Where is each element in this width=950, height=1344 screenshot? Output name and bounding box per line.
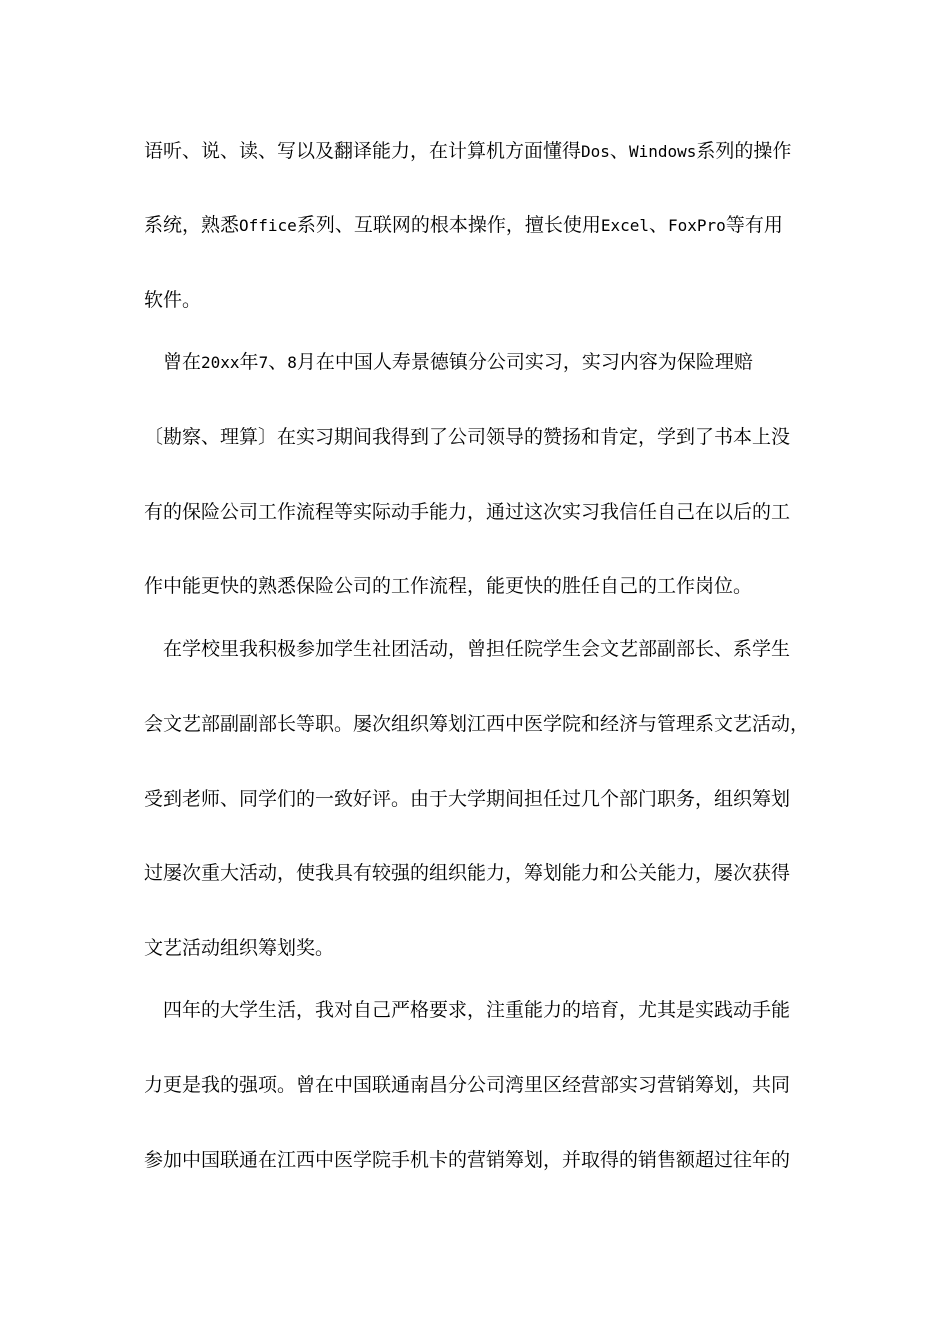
text-line: 力更是我的强项。曾在中国联通南昌分公司湾里区经营部实习营销筹划，共同 — [144, 1074, 791, 1096]
text-line: 语听、说、读、写以及翻译能力，在计算机方面懂得Dos、Windows系列的操作 — [144, 140, 792, 162]
text-line: 受到老师、同学们的一致好评。由于大学期间担任过几个部门职务，组织筹划 — [144, 788, 791, 810]
text-line: 有的保险公司工作流程等实际动手能力，通过这次实习我信任自己在以后的工 — [144, 501, 791, 523]
paragraph-start-line: 曾在20xx年7、8月在中国人寿景德镇分公司实习，实习内容为保险理赔 — [163, 351, 753, 373]
text-line: 作中能更快的熟悉保险公司的工作流程，能更快的胜任自己的工作岗位。 — [144, 575, 753, 597]
text-line: 文艺活动组织筹划奖。 — [144, 937, 335, 959]
paragraph-start-line: 在学校里我积极参加学生社团活动，曾担任院学生会文艺部副部长、系学生 — [163, 638, 791, 660]
text-line: 软件。 — [144, 289, 202, 311]
paragraph-start-line: 四年的大学生活，我对自己严格要求，注重能力的培育，尤其是实践动手能 — [163, 999, 791, 1021]
text-line: 系统，熟悉Office系列、互联网的根本操作，擅长使用Excel、FoxPro等有用 — [144, 214, 783, 236]
text-line: 会文艺部副副部长等职。屡次组织筹划江西中医学院和经济与管理系文艺活动， — [144, 713, 810, 735]
text-line: 参加中国联通在江西中医学院手机卡的营销筹划，并取得的销售额超过往年的 — [144, 1149, 791, 1171]
text-line: 〔勘察、理算〕在实习期间我得到了公司领导的赞扬和肯定，学到了书本上没 — [144, 426, 791, 448]
text-line: 过屡次重大活动，使我具有较强的组织能力，筹划能力和公关能力，屡次获得 — [144, 862, 791, 884]
